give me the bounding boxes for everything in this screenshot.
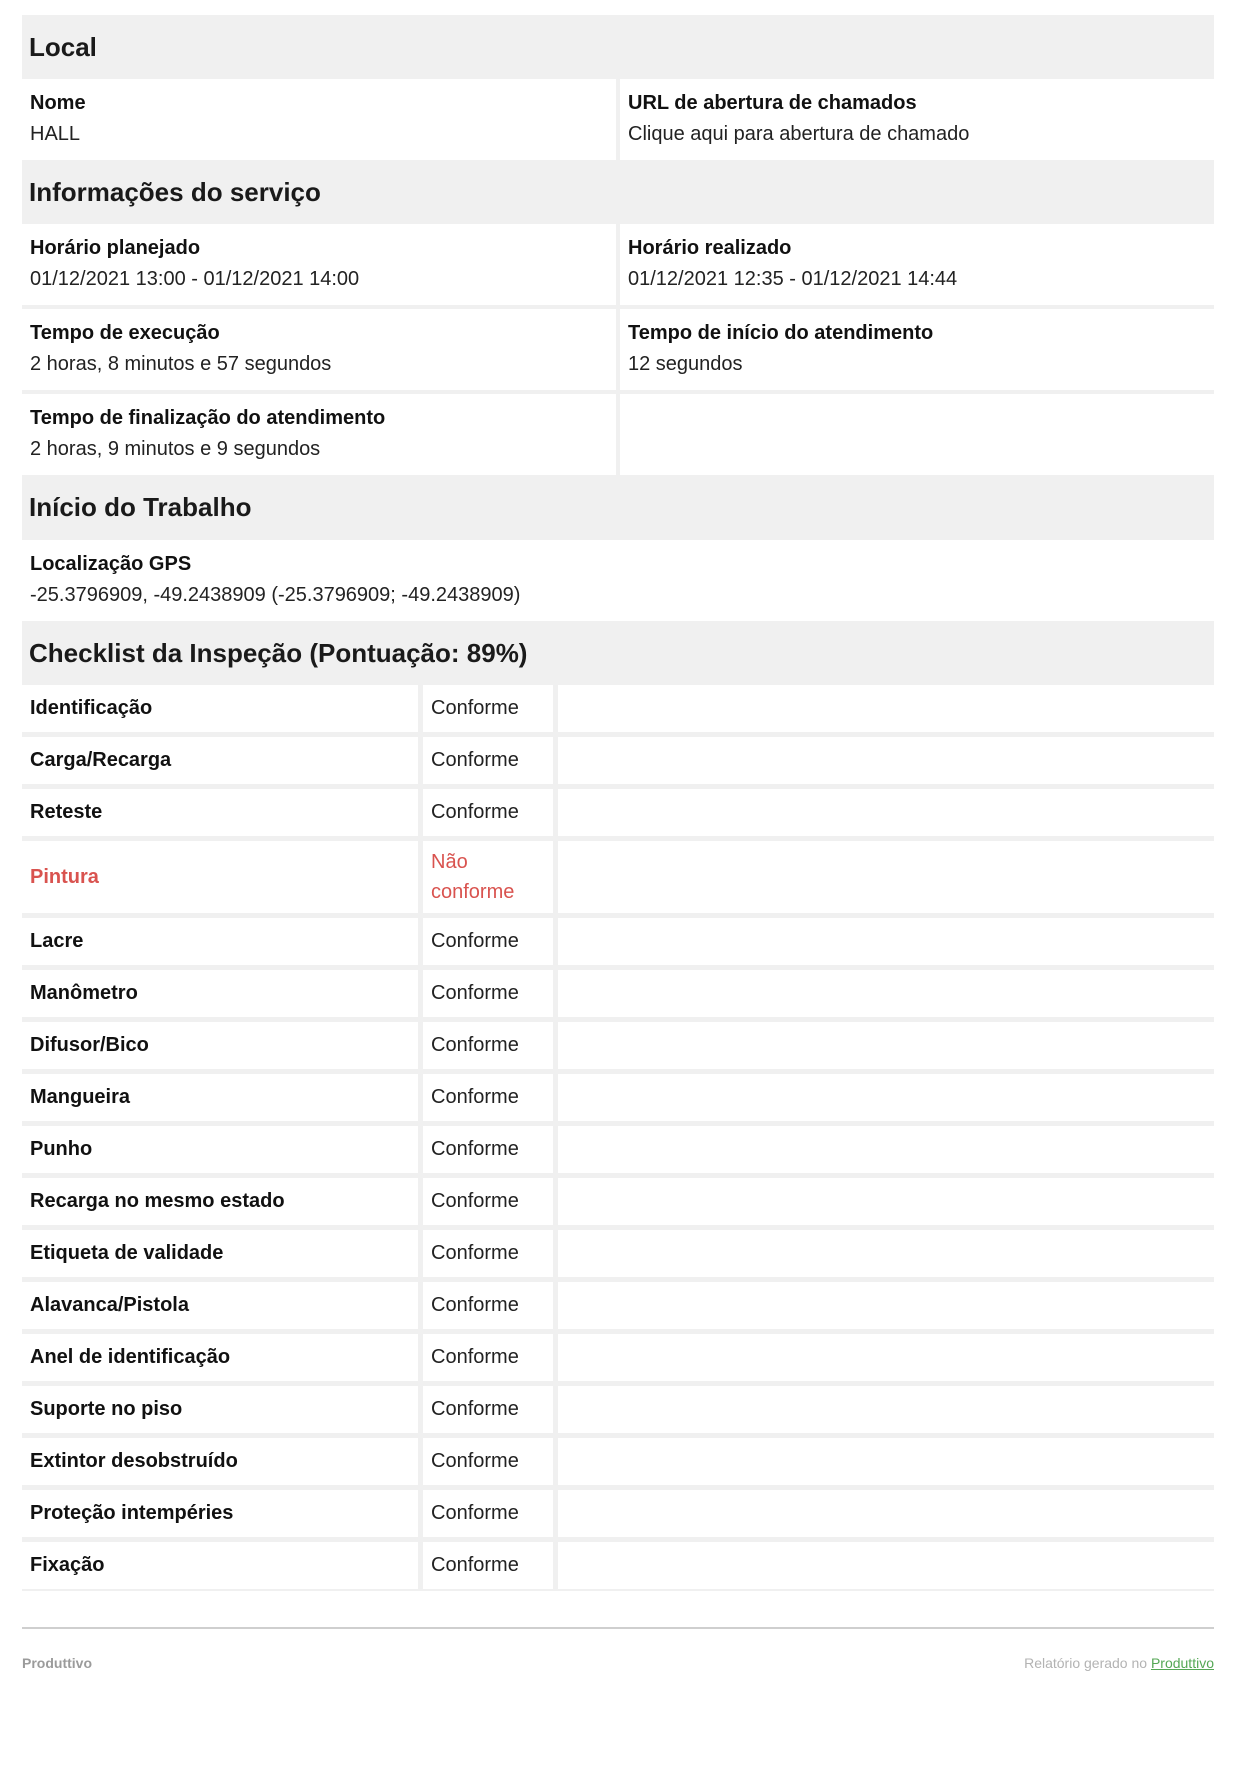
checklist-item-status: Conforme [423,789,553,836]
checklist-table [22,685,1214,1589]
checklist-item-status: Conforme [423,685,553,732]
checklist-item-extra-cell [558,1178,1214,1225]
field-label: URL de abertura de chamados [628,92,917,115]
field-value: 12 segundos [628,353,743,376]
checklist-item-label: Punho [22,1126,418,1173]
checklist-item-extra-cell [558,1282,1214,1329]
field-cell [22,394,616,475]
field-value: 01/12/2021 12:35 - 01/12/2021 14:44 [628,268,958,291]
checklist-item-status: Conforme [423,1334,553,1381]
checklist-item-status: Conforme [423,918,553,965]
footer-generated-prefix: Relatório gerado no [1024,1654,1151,1671]
field-value: 01/12/2021 13:00 - 01/12/2021 14:00 [30,268,360,291]
footer-divider [22,1627,1214,1629]
checklist-item-label: Pintura [22,841,418,913]
checklist-item-extra-cell [558,685,1214,732]
field-value: 2 horas, 9 minutos e 9 segundos [30,438,321,461]
checklist-item-label: Suporte no piso [22,1386,418,1433]
checklist-item-status: Conforme [423,1230,553,1277]
checklist-item-label: Alavanca/Pistola [22,1282,418,1329]
checklist-item-status: Conforme [423,1542,553,1589]
local-fields-grid [22,79,1214,160]
checklist-item-extra-cell [558,918,1214,965]
checklist-item-status: Não conforme [423,841,553,913]
checklist-item-label: Etiqueta de validade [22,1230,418,1277]
field-label: Nome [30,92,86,115]
checklist-item-status: Conforme [423,1490,553,1537]
checklist-item-extra-cell [558,1438,1214,1485]
field-label: Tempo de execução [30,322,220,345]
checklist-item-label: Difusor/Bico [22,1022,418,1069]
footer-brand-label: Produttivo [22,1654,92,1671]
field-label: Tempo de finalização do atendimento [30,407,386,430]
checklist-item-status: Conforme [423,1282,553,1329]
field-cell [620,309,1214,390]
checklist-item-label: Mangueira [22,1074,418,1121]
checklist-item-extra-cell [558,1022,1214,1069]
section-title-service-info: Informações do serviço [29,177,321,208]
checklist-item-extra-cell [558,1126,1214,1173]
field-cell [22,540,1214,621]
section-title-local: Local [29,32,97,62]
footer-generated-text [1024,1655,1214,1671]
checklist-item-status: Conforme [423,1126,553,1173]
checklist-item-extra-cell [558,737,1214,784]
checklist-item-label: Anel de identificação [22,1334,418,1381]
section-title-work-start: Início do Trabalho [29,492,252,523]
field-link[interactable]: -25.3796909, -49.2438909 (-25.3796909; -49.2438909) [30,583,521,606]
checklist-item-extra-cell [558,1542,1214,1589]
field-label: Localização GPS [30,552,192,575]
checklist-item-label: Manômetro [22,970,418,1017]
field-cell [620,224,1214,305]
field-value: 2 horas, 8 minutos e 57 segundos [30,353,332,376]
footer-produttivo-link[interactable]: Produttivo [1150,1654,1214,1671]
checklist-item-extra-cell [558,789,1214,836]
footer [22,1655,1214,1671]
field-link[interactable]: Clique aqui para abertura de chamado [628,123,970,146]
checklist-item-status: Conforme [423,1386,553,1433]
report-page [0,15,1240,1770]
checklist-item-extra-cell [558,1386,1214,1433]
section-title-checklist: Checklist da Inspeção (Pontuação: 89%) [29,637,528,668]
field-cell [620,79,1214,160]
service-info-grid [22,224,1214,475]
report-body [22,15,1214,1591]
checklist-item-status: Conforme [423,1022,553,1069]
field-cell [22,79,616,160]
field-cell [22,309,616,390]
checklist-item-label: Extintor desobstruído [22,1438,418,1485]
checklist-item-extra-cell [558,1230,1214,1277]
checklist-item-extra-cell [558,1334,1214,1381]
checklist-item-label: Proteção intempéries [22,1490,418,1537]
work-start-grid [22,540,1214,621]
checklist-item-label: Identificação [22,685,418,732]
checklist-item-label: Reteste [22,789,418,836]
checklist-item-status: Conforme [423,737,553,784]
checklist-item-label: Recarga no mesmo estado [22,1178,418,1225]
checklist-item-extra-cell [558,970,1214,1017]
empty-cell [620,394,1214,475]
checklist-item-status: Conforme [423,1178,553,1225]
field-label: Tempo de início do atendimento [628,322,934,345]
checklist-item-extra-cell [558,1074,1214,1121]
checklist-item-status: Conforme [423,970,553,1017]
field-label: Horário planejado [30,237,201,260]
checklist-item-status: Conforme [423,1438,553,1485]
checklist-item-extra-cell [558,1490,1214,1537]
checklist-item-label: Carga/Recarga [22,737,418,784]
field-value: HALL [30,123,81,146]
checklist-item-extra-cell [558,841,1214,913]
checklist-item-status: Conforme [423,1074,553,1121]
checklist-item-label: Fixação [22,1542,418,1589]
field-cell [22,224,616,305]
field-label: Horário realizado [628,237,792,260]
checklist-item-label: Lacre [22,918,418,965]
